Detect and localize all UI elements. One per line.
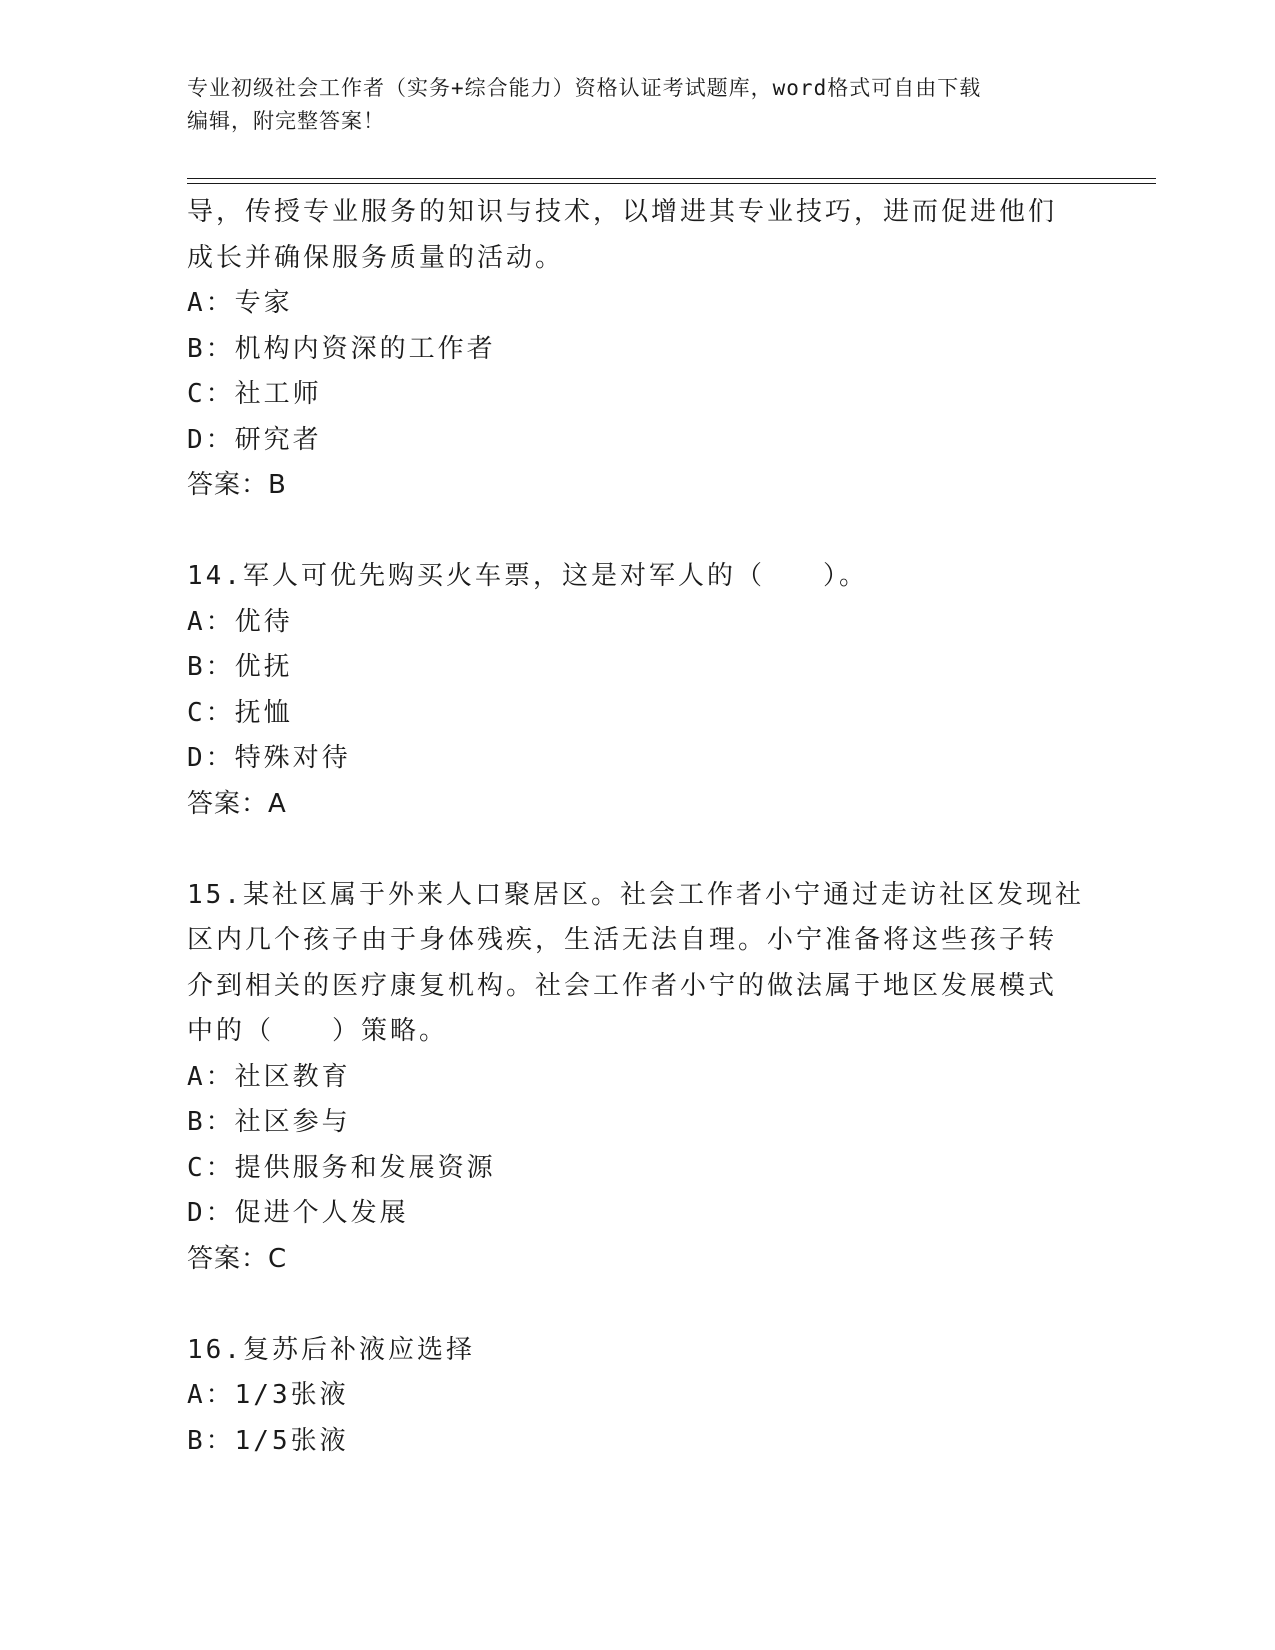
option-a: A：优待 (187, 606, 293, 637)
header-line-1: 专业初级社会工作者（实务+综合能力）资格认证考试题库，word格式可自由下载 (187, 76, 982, 100)
header-line-2: 编辑，附完整答案！ (187, 109, 385, 133)
header-divider-bottom (187, 183, 1156, 184)
question-stem-line: 14.军人可优先购买火车票，这是对军人的（ ）。 (187, 561, 868, 591)
answer-line: 答案：A (187, 788, 287, 819)
question-14 (187, 554, 1087, 827)
option-a: A：社区教育 (187, 1061, 351, 1092)
question-15 (187, 873, 1087, 1283)
option-c: C：提供服务和发展资源 (187, 1152, 496, 1183)
question-stem-line: 介到相关的医疗康复机构。社会工作者小宁的做法属于地区发展模式 (187, 970, 1058, 1001)
spacer (187, 827, 1087, 873)
question-stem-line: 中的（ ）策略。 (187, 1016, 449, 1046)
question-13 (187, 190, 1087, 509)
question-list (187, 190, 1087, 1464)
option-b: B：社区参与 (187, 1107, 351, 1137)
option-d: D：研究者 (187, 424, 322, 455)
question-stem-line: 区内几个孩子由于身体残疾，生活无法自理。小宁准备将这些孩子转 (187, 925, 1058, 955)
option-b: B：机构内资深的工作者 (187, 333, 496, 364)
question-stem-line: 成长并确保服务质量的活动。 (187, 242, 565, 273)
question-16 (187, 1328, 1087, 1465)
answer-line: 答案：C (187, 1243, 288, 1274)
document-header (187, 72, 1087, 138)
spacer (187, 509, 1087, 555)
option-b: B：1/5张液 (187, 1425, 349, 1456)
option-b: B：优抚 (187, 652, 293, 682)
question-stem-line: 16.复苏后补液应选择 (187, 1334, 475, 1365)
option-c: C：社工师 (187, 379, 322, 409)
header-divider-top (187, 178, 1156, 179)
option-a: A：1/3张液 (187, 1380, 349, 1410)
option-d: D：促进个人发展 (187, 1198, 409, 1228)
option-c: C：抚恤 (187, 697, 293, 728)
option-d: D：特殊对待 (187, 743, 351, 773)
question-stem-line: 15.某社区属于外来人口聚居区。社会工作者小宁通过走访社区发现社 (187, 879, 1084, 910)
answer-line: 答案：B (187, 470, 287, 500)
question-stem-line: 导，传授专业服务的知识与技术，以增进其专业技巧，进而促进他们 (187, 197, 1058, 227)
spacer (187, 1282, 1087, 1328)
option-a: A：专家 (187, 288, 293, 318)
